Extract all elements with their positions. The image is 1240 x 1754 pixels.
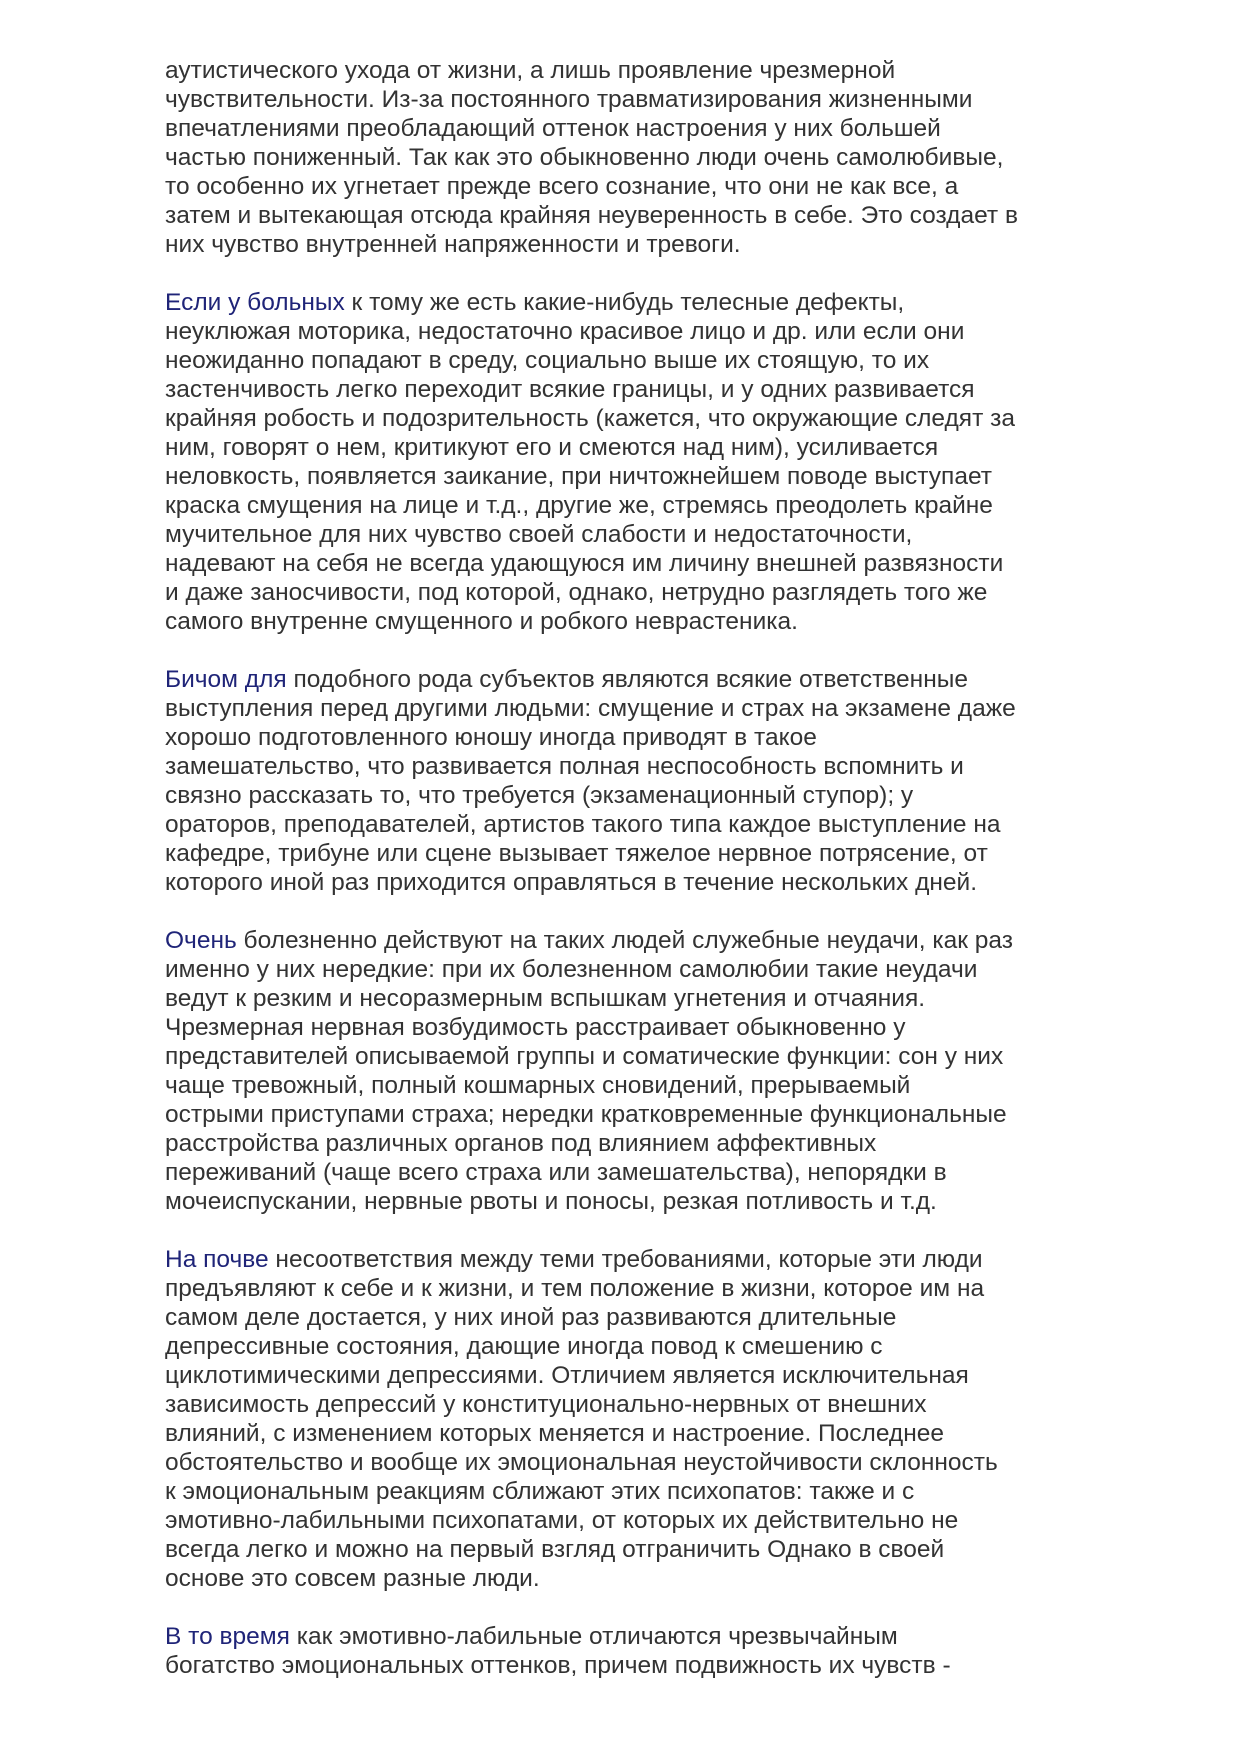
paragraph-4 xyxy=(165,926,1125,1216)
paragraph-5 xyxy=(165,1245,1125,1593)
document-page xyxy=(165,56,1125,1709)
paragraph-1 xyxy=(165,56,1125,259)
paragraph-text: аутистического ухода от жизни, а лишь проявление чрезмерной чувствительности. Из-за постоянного травматизирования жизненными впечатлениями преобладающий оттенок настроения у них большей частью пониженный. Так как это обыкновенно люди очень самолюбивые, то особенно их угнетает прежде всего сознание, что они не как все, а затем и вытекающая отсюда крайняя неуверенность в себе. Это создает в них чувство внутренней напряженности и тревоги. xyxy=(165,57,1018,258)
paragraph-text: как эмотивно-лабильные отличаются чрезвычайным богатство эмоциональных оттенков, причем подвижность их чувств - xyxy=(165,1623,951,1679)
paragraph-text: к тому же есть какие-нибудь телесные дефекты, неуклюжая моторика, недостаточно красивое лицо и др. или если они неожиданно попадают в среду, социально выше их стоящую, то их застенчивость легко переходит всякие границы, и у одних развивается крайняя робость и подозрительность (кажется, что окружающие следят за ним, говорят о нем, критикуют его и смеются над ним), усиливается неловкость, появляется заикание, при ничтожнейшем поводе выступает краска смущения на лице и т.д., другие же, стремясь преодолеть крайне мучительное для них чувство своей слабости и недостаточности, надевают на себя не всегда удающуюся им личину внешней развязности и даже заносчивости, под которой, однако, нетрудно разглядеть того же самого внутренне смущенного и робкого неврастеника. xyxy=(165,289,1015,635)
paragraph-text: несоответствия между теми требованиями, которые эти люди предъявляют к себе и к жизни, и тем положение в жизни, которое им на самом деле достается, у них иной раз развиваются длительные депрессивные состояния, дающие иногда повод к смешению с циклотимическими депрессиями. Отличием является исключительная зависимость депрессий у конституционально-нервных от внешних влияний, с изменением которых меняется и настроение. Последнее обстоятельство и вообще их эмоциональная неустойчивости склонность к эмоциональным реакциям сближают этих психопатов: также и с эмотивно-лабильными психопатами, от которых их действительно не всегда легко и можно на первый взгляд отграничить Однако в своей основе это совсем разные люди. xyxy=(165,1246,998,1592)
paragraph-3 xyxy=(165,665,1125,897)
paragraph-text: подобного рода субъектов являются всякие ответственные выступления перед другими людьми: смущение и страх на экзамене даже хорошо подготовленного юношу иногда приводят в такое замешательство, что развивается полная неспособность вспомнить и связно рассказать то, что требуется (экзаменационный ступор); у ораторов, преподавателей, артистов такого типа каждое выступление на кафедре, трибуне или сцене вызывает тяжелое нервное потрясение, от которого иной раз приходится оправляться в течение нескольких дней. xyxy=(165,666,1016,896)
paragraph-2 xyxy=(165,288,1125,636)
paragraph-lead: Если у больных xyxy=(165,289,345,316)
paragraph-lead: На почве xyxy=(165,1246,269,1273)
paragraph-lead: Очень xyxy=(165,927,237,954)
paragraph-text: болезненно действуют на таких людей служебные неудачи, как раз именно у них нередкие: при их болезненном самолюбии такие неудачи ведут к резким и несоразмерным вспышкам угнетения и отчаяния. Чрезмерная нервная возбудимость расстраивает обыкновенно у представителей описываемой группы и соматические функции: сон у них чаще тревожный, полный кошмарных сновидений, прерываемый острыми приступами страха; нередки кратковременные функциональные расстройства различных органов под влиянием аффективных переживаний (чаще всего страха или замешательства), непорядки в мочеиспускании, нервные рвоты и поносы, резкая потливость и т.д. xyxy=(165,927,1013,1215)
paragraph-lead: В то время xyxy=(165,1623,290,1650)
paragraph-lead: Бичом для xyxy=(165,666,287,693)
paragraph-6 xyxy=(165,1622,1125,1680)
